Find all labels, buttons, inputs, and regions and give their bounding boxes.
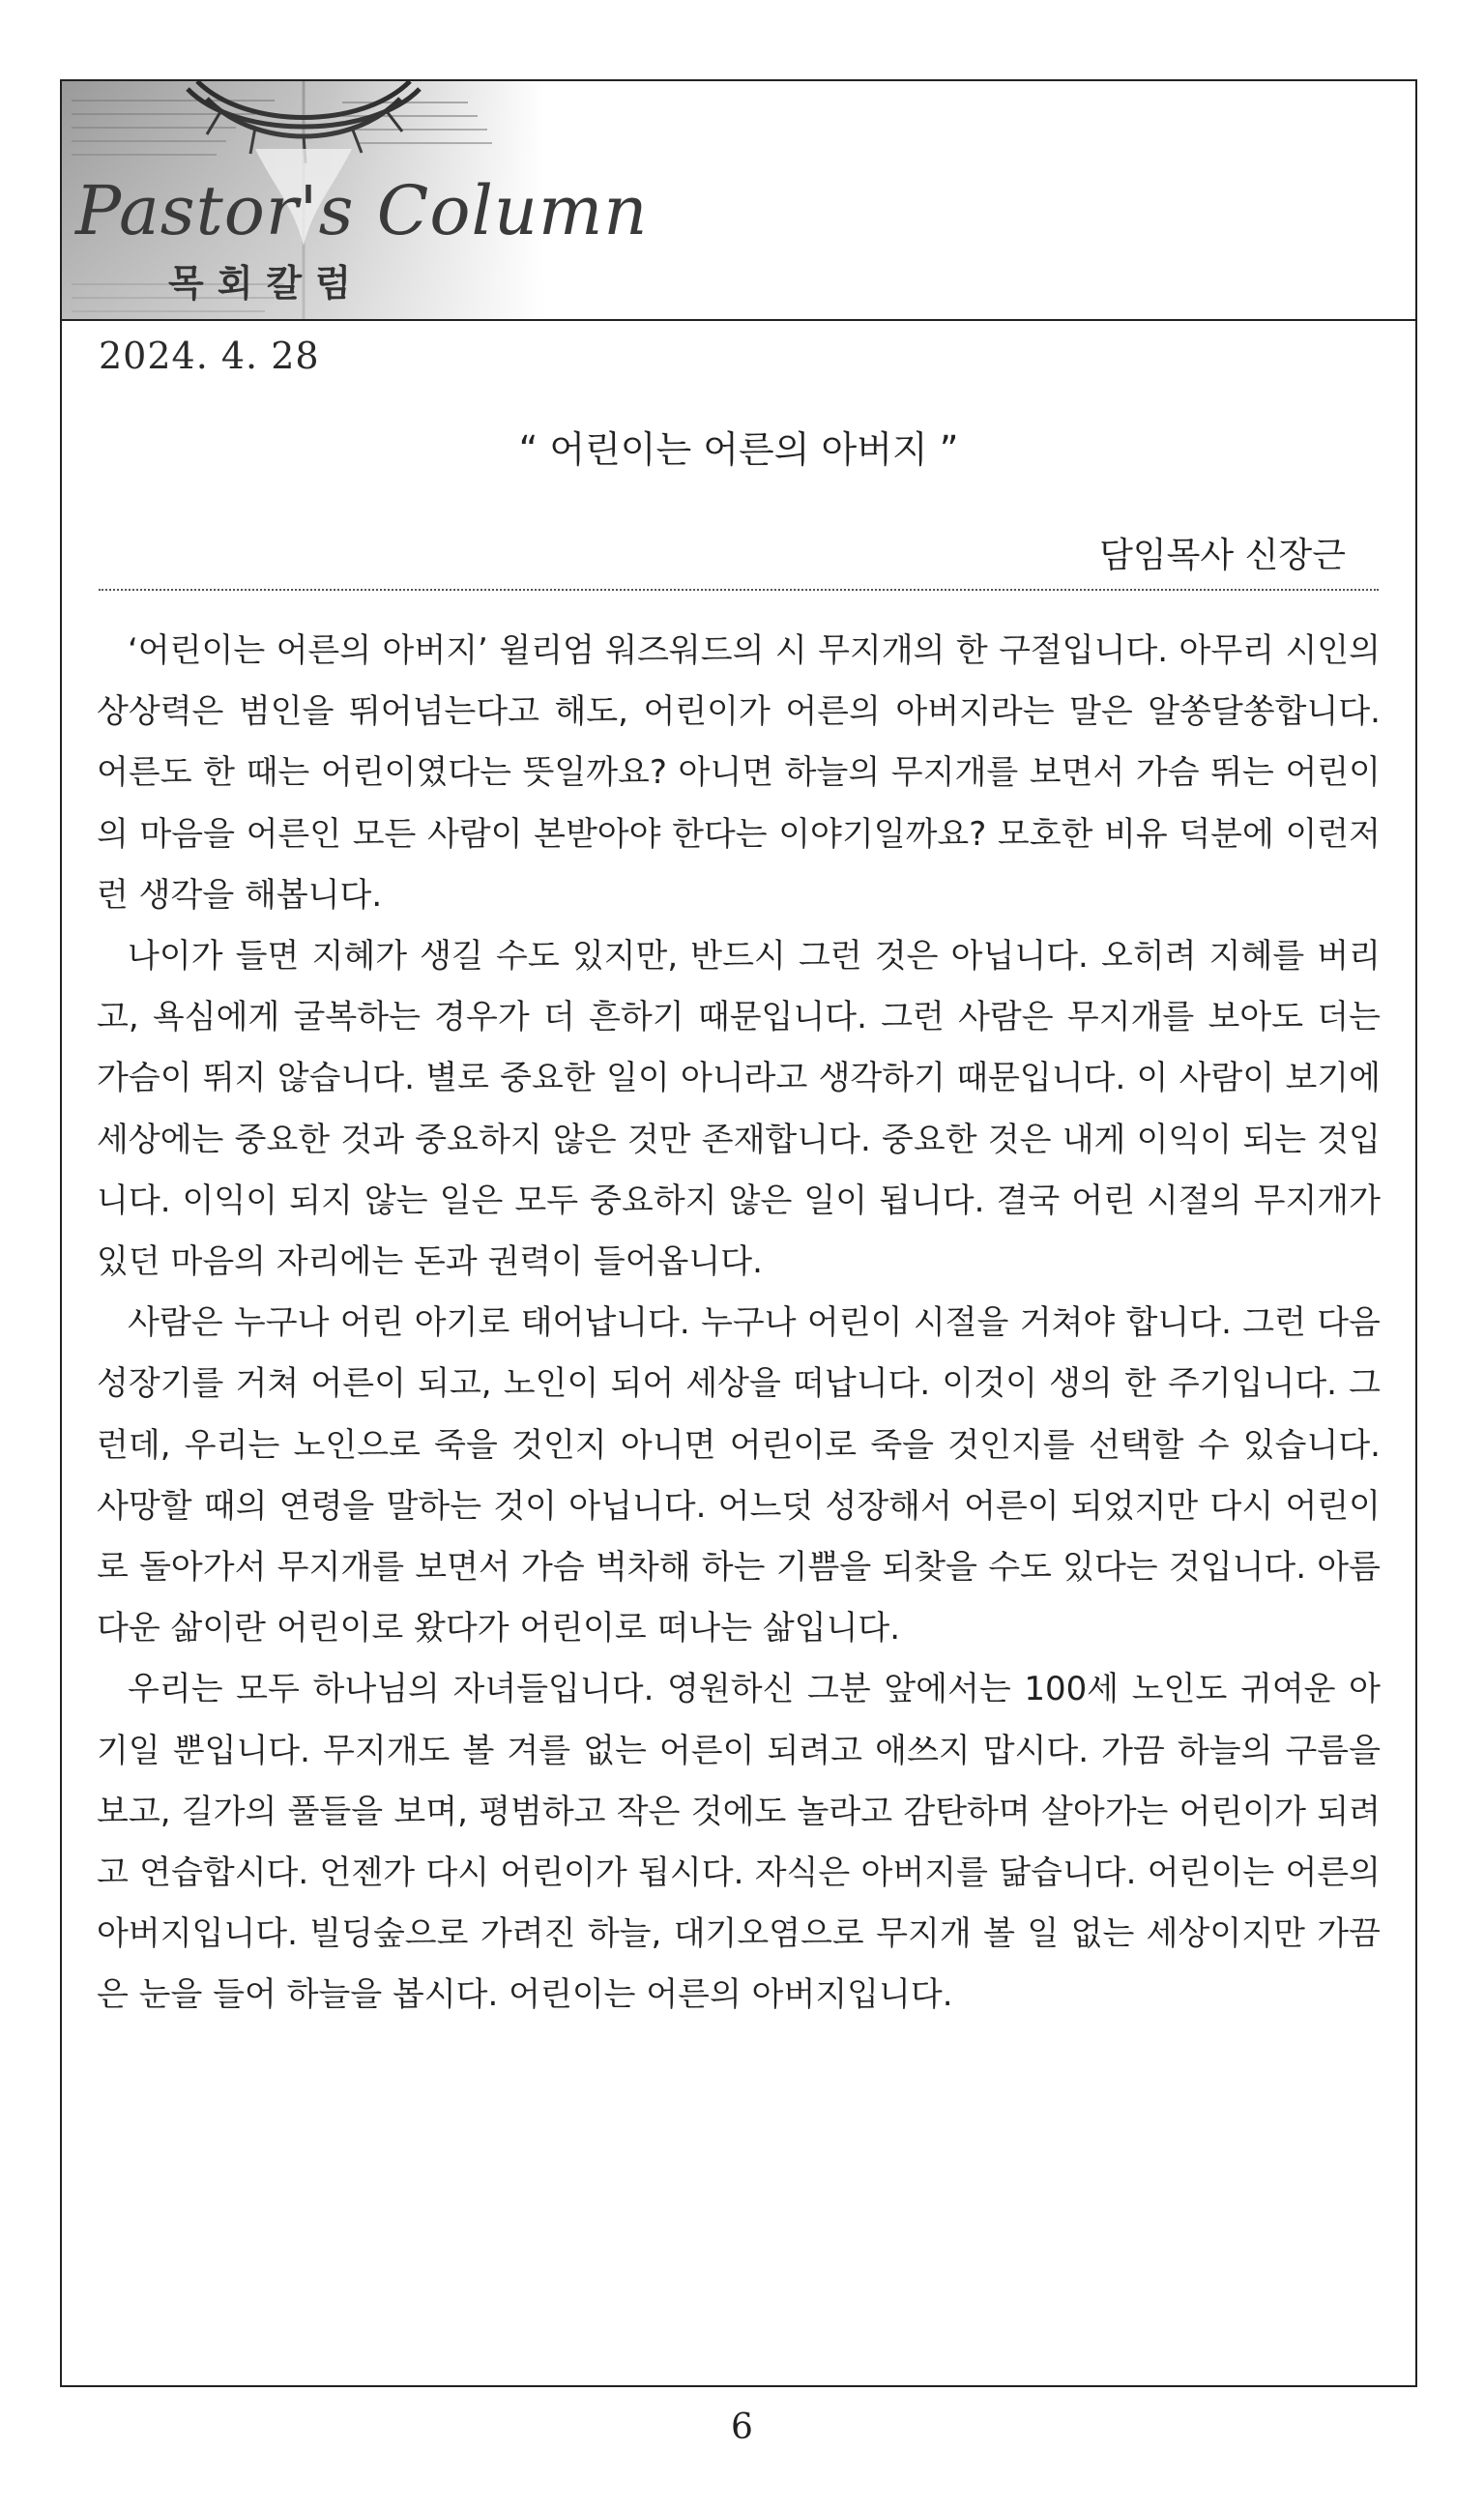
- column-logo-subtitle: 목회칼럼: [168, 262, 364, 305]
- body-paragraph: 나이가 들면 지혜가 생길 수도 있지만, 반드시 그런 것은 아닙니다. 오히려 지혜를 버리고, 욕심에게 굴복하는 경우가 더 흔하기 때문입니다. 그런 사람은 무지개를 보아도 더는 가슴이 뛰지 않습니다. 별로 중요한 일이 아니라고 생각하기 때문입니다. 이 사람이 보기에 세상에는 중요한 것과 중요하지 않은 것만 존재합니다. 중요한 것은 내게 이익이 되는 것입니다. 이익이 되지 않는 일은 모두 중요하지 않은 일이 됩니다. 결국 어린 시절의 무지개가 있던 마음의 자리에는 돈과 권력이 들어옵니다.: [97, 937, 1381, 1282]
- body-paragraph: 사람은 누구나 어린 아기로 태어납니다. 누구나 어린이 시절을 거쳐야 합니다. 그런 다음 성장기를 거쳐 어른이 되고, 노인이 되어 세상을 떠납니다. 이것이 생의 한 주기입니다. 그런데, 우리는 노인으로 죽을 것인지 아니면 어린이로 죽을 것인지를 선택할 수 있습니다. 사망할 때의 연령을 말하는 것이 아닙니다. 어느덧 성장해서 어른이 되었지만 다시 어린이로 돌아가서 무지개를 보면서 가슴 벅차해 하는 기쁨을 되찾을 수도 있다는 것입니다. 아름다운 삶이란 어린이로 왔다가 어린이로 떠나는 삶입니다.: [97, 1303, 1381, 1648]
- page-number: 6: [731, 2407, 753, 2447]
- column-body: [97, 621, 1381, 2027]
- dotted-divider: [99, 589, 1379, 591]
- column-date: 2024. 4. 28: [99, 335, 320, 377]
- body-paragraph: 우리는 모두 하나님의 자녀들입니다. 영원하신 그분 앞에서는 100세 노인도 귀여운 아기일 뿐입니다. 무지개도 볼 겨를 없는 어른이 되려고 애쓰지 맙시다. 가끔 하늘의 구름을 보고, 길가의 풀들을 보며, 평범하고 작은 것에도 놀라고 감탄하며 살아가는 어린이가 되려고 연습합시다. 언젠가 다시 어린이가 됩시다. 자식은 아버지를 닮습니다. 어린이는 어른의 아버지입니다. 빌딩숲으로 가려진 하늘, 대기오염으로 무지개 볼 일 없는 세상이지만 가끔은 눈을 들어 하늘을 봅시다. 어린이는 어른의 아버지입니다.: [97, 1670, 1381, 2015]
- column-logo-title: Pastor's Column: [75, 171, 649, 250]
- body-paragraph: ‘어린이는 어른의 아버지’ 윌리엄 워즈워드의 시 무지개의 한 구절입니다. 아무리 시인의 상상력은 범인을 뛰어넘는다고 해도, 어린이가 어른의 아버지라는 말은 알쏭달쏭합니다. 어른도 한 때는 어린이였다는 뜻일까요? 아니면 하늘의 무지개를 보면서 가슴 뛰는 어린이의 마음을 어른인 모든 사람이 본받아야 한다는 이야기일까요? 모호한 비유 덕분에 이런저런 생각을 해봅니다.: [97, 631, 1381, 915]
- column-header: [62, 81, 1415, 321]
- column-title: “ 어린이는 어른의 아버지 ”: [518, 428, 959, 471]
- column-frame: [60, 79, 1417, 2387]
- column-author: 담임목사 신장근: [1099, 536, 1346, 575]
